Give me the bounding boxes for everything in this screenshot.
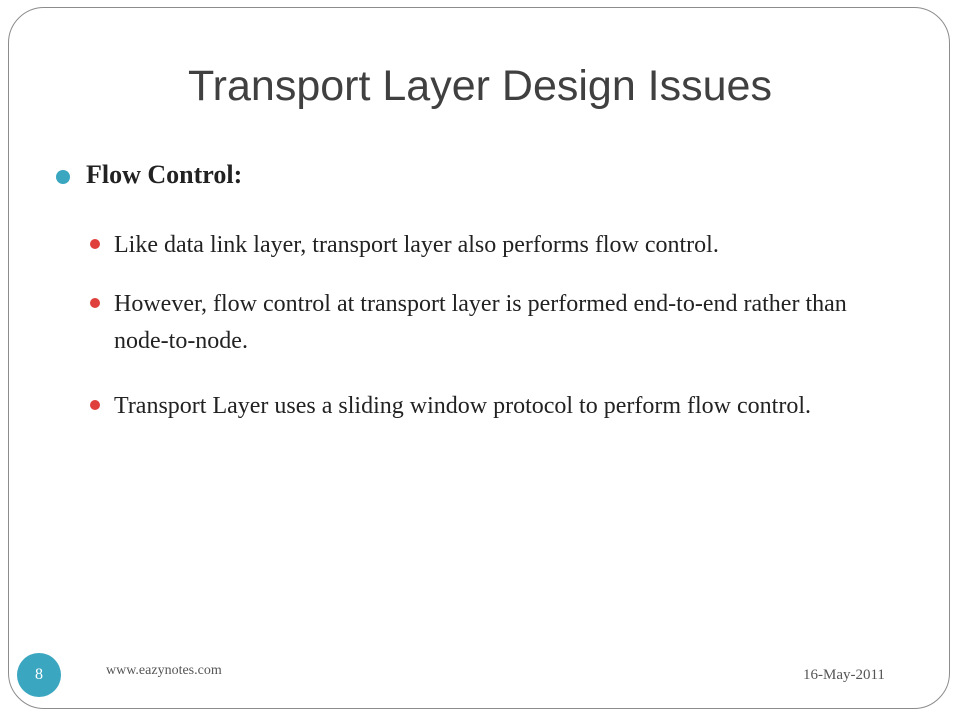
sub-bullet-dot-icon (90, 400, 100, 410)
sub-bullet-text: However, flow control at transport layer is performed end-to-end rather than node-to-node. (114, 291, 847, 354)
bullet-dot-icon (56, 170, 70, 184)
sub-bullet-dot-icon (90, 298, 100, 308)
sub-bullet-text: Transport Layer uses a sliding window protocol to perform flow control. (114, 393, 811, 419)
heading-text: Flow Control: (86, 160, 243, 189)
sub-bullet-text: Like data link layer, transport layer also performs flow control. (114, 232, 719, 258)
footer-url: www.eazynotes.com (106, 663, 222, 678)
slide-title: Transport Layer Design Issues (188, 62, 772, 110)
page-number-badge: 8 (17, 653, 61, 697)
footer-date: 16-May-2011 (803, 667, 885, 683)
sub-bullet-dot-icon (90, 239, 100, 249)
